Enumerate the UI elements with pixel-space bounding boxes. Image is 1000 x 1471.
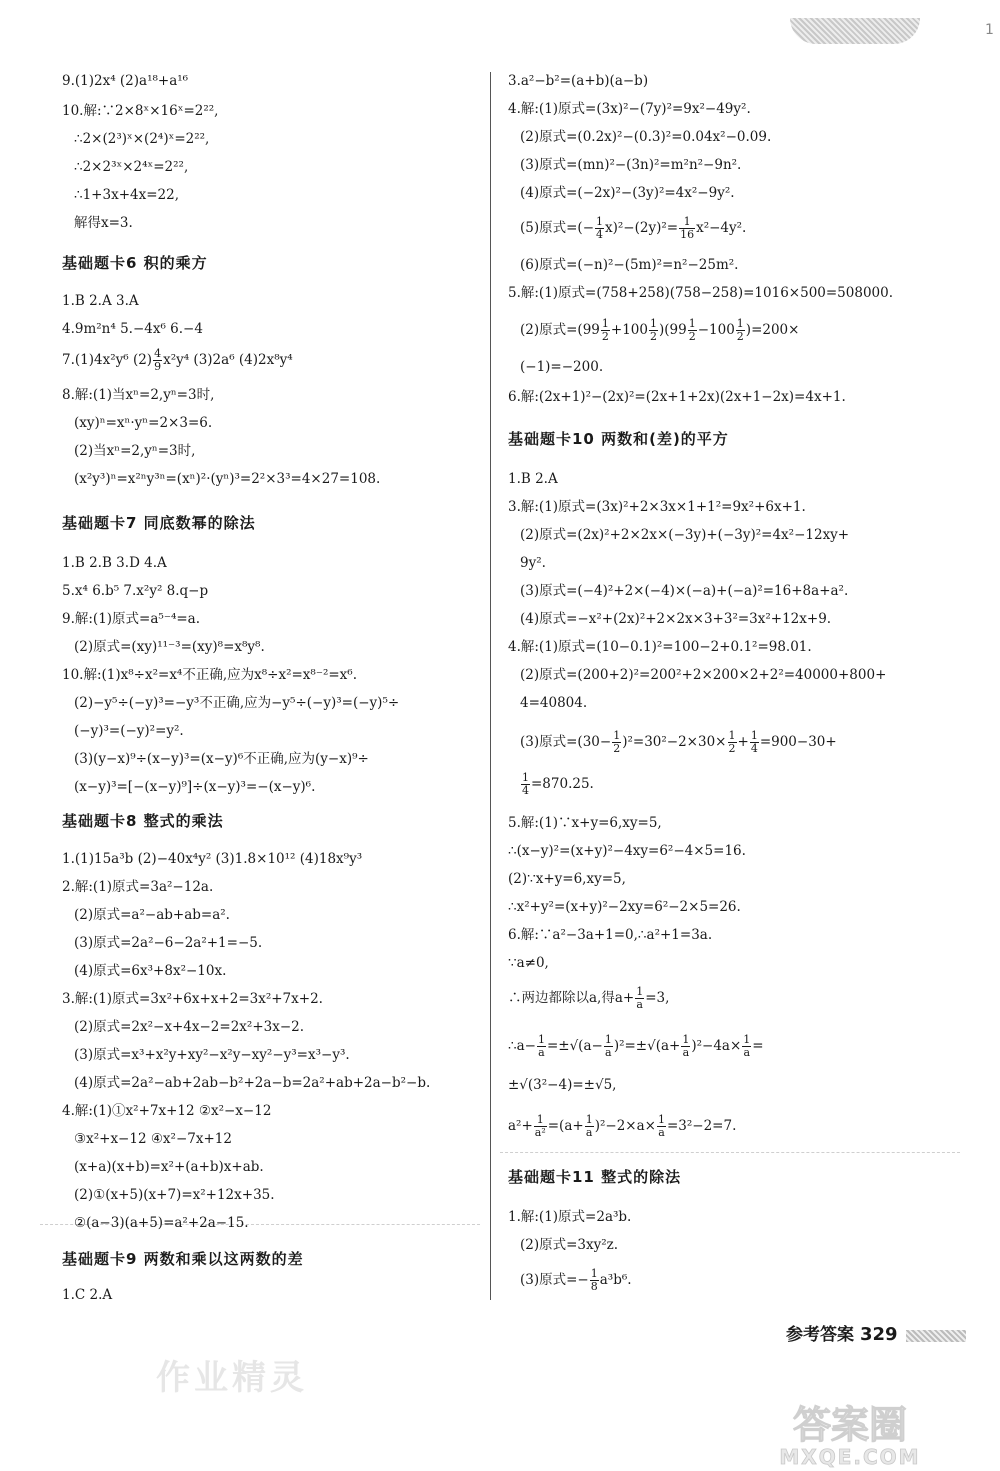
answer-line: (2)∵x+y=6,xy=5, [508, 871, 626, 887]
fraction [537, 1034, 546, 1059]
numerator: 1 [537, 1033, 545, 1046]
answer-line: (3)(y−x)⁹÷(x−y)³=(x−y)⁶不正确,应为(y−x)⁹÷ [74, 751, 369, 767]
fraction [595, 216, 604, 241]
answer-line: 1.(1)15a³b (2)−40x⁴y² (3)1.8×10¹² (4)18x⁹y³ [62, 851, 363, 867]
text-run: =±√(a− [546, 1038, 603, 1054]
answer-line: 3.a²−b²=(a+b)(a−b) [508, 73, 649, 89]
answer-line: 3.解:(1)原式=(3x)²+2×3x×1+1²=9x²+6x+1. [508, 499, 806, 515]
text-run: + [737, 734, 749, 750]
numerator: 1 [750, 729, 758, 742]
watermark-url: MXQE.COM [779, 1445, 921, 1468]
text-run: −100 [697, 322, 735, 338]
fraction [604, 1034, 613, 1059]
fraction [736, 318, 745, 343]
numerator: 1 [728, 729, 736, 742]
answer-line: 4.9m²n⁴ 5.−4x⁶ 6.−4 [62, 321, 203, 337]
text-run: a³b⁶. [599, 1272, 632, 1288]
fraction [649, 318, 658, 343]
text-run: =3²−2=7. [666, 1118, 737, 1134]
fraction [521, 772, 530, 797]
text-run: 7.(1)4x²y⁶ (2) [62, 352, 153, 368]
answer-line [508, 986, 669, 1011]
fraction [728, 730, 737, 755]
answer-line: 1.B 2.A 3.A [62, 293, 139, 309]
denominator: 2 [736, 330, 744, 343]
numerator: 1 [743, 1033, 751, 1046]
fraction [681, 1034, 690, 1059]
answer-line: 5.解:(1)原式=(758+258)(758−258)=1016×500=508000. [508, 285, 894, 301]
answer-line: ∴2×2³ˣ×2⁴ˣ=2²², [74, 159, 189, 175]
answer-line: ③x²+x−12 ④x²−7x+12 [74, 1131, 232, 1147]
section-heading: 基础题卡10 两数和(差)的平方 [508, 430, 729, 448]
column-divider [490, 72, 491, 1300]
answer-line: (2)原式=3xy²z. [520, 1237, 619, 1253]
section-heading: 基础题卡7 同底数幂的除法 [62, 514, 256, 532]
numerator: 4 [154, 347, 162, 360]
text-run: ∴两边都除以a,得a+ [508, 990, 635, 1006]
answer-line [508, 1114, 736, 1139]
answer-line: (6)原式=(−n)²−(5m)²=n²−25m². [520, 257, 739, 273]
text-run: )(99 [658, 322, 687, 338]
text-run: =(a+ [547, 1118, 584, 1134]
denominator: 9 [154, 360, 162, 373]
faint-stamp: 作业精灵 [156, 1358, 308, 1398]
numerator: 1 [688, 317, 696, 330]
text-run: =3, [645, 990, 670, 1006]
numerator: 1 [682, 1033, 690, 1046]
footer-decoration [906, 1330, 966, 1342]
denominator: a [538, 1046, 545, 1059]
answer-line: (2)原式=(0.2x)²−(0.3)²=0.04x²−0.09. [520, 129, 772, 145]
page-number: 329 [860, 1324, 898, 1345]
answer-line: 1.C 2.A [62, 1287, 113, 1303]
text-run: )²=30²−2×30× [622, 734, 727, 750]
answer-line [508, 730, 837, 755]
text-run: ∴a− [508, 1038, 536, 1054]
answer-line: 8.解:(1)当xⁿ=2,yⁿ=3时, [62, 387, 215, 403]
dashed-guide [500, 1152, 960, 1153]
answer-line: 1.B 2.B 3.D 4.A [62, 555, 167, 571]
fraction [657, 1114, 666, 1139]
numerator: 1 [585, 1113, 593, 1126]
text-run: =870.25. [531, 776, 594, 792]
answer-line: 2.解:(1)原式=3a²−12a. [62, 879, 214, 895]
denominator: a [605, 1046, 612, 1059]
answer-line [508, 216, 746, 241]
fraction [688, 318, 697, 343]
fraction [742, 1034, 751, 1059]
top-page-decoration [790, 18, 920, 44]
text-run: x)²−(2y)²= [605, 220, 679, 236]
text-run: x²−4y². [696, 220, 747, 236]
text-run: = [752, 1038, 764, 1054]
denominator: a [743, 1046, 751, 1059]
denominator: a² [534, 1126, 546, 1139]
answer-line: (x²y³)ⁿ=x²ⁿy³ⁿ=(xⁿ)²·(yⁿ)³=2²×3³=4×27=108. [74, 471, 381, 487]
denominator: 2 [649, 330, 657, 343]
numerator: 1 [736, 317, 744, 330]
answer-line: (2)原式=2x²−x+4x−2=2x²+3x−2. [74, 1019, 305, 1035]
watermark-text: 答案圈 [792, 1403, 908, 1447]
answer-line: (x−y)³=[−(x−y)⁹]÷(x−y)³=−(x−y)⁶. [74, 779, 316, 795]
answer-line [508, 318, 799, 343]
answer-line: (3)原式=(−4)²+2×(−4)×(−a)+(−a)²=16+8a+a². [520, 583, 849, 599]
numerator: 1 [657, 1113, 665, 1126]
answer-line: (2)当xⁿ=2,yⁿ=3时, [74, 443, 196, 459]
answer-line: (2)原式=(2x)²+2×2x×(−3y)+(−3y)²=4x²−12xy+ [520, 527, 850, 543]
answer-line: (3)原式=x³+x²y+xy²−x²y−xy²−y³=x³−y³. [74, 1047, 350, 1063]
denominator: 8 [590, 1280, 598, 1293]
answer-line [62, 348, 293, 373]
footer-label: 参考答案 [786, 1325, 854, 1345]
answer-line: (4)原式=2a²−ab+2ab−b²+2a−b=2a²+ab+2a−b²−b. [74, 1075, 431, 1091]
denominator: a [658, 1126, 665, 1139]
answer-line: (4)原式=(−2x)²−(3y)²=4x²−9y². [520, 185, 735, 201]
answer-line: ∴x²+y²=(x+y)²−2xy=6²−2×5=26. [508, 899, 741, 915]
text-run: )²=±√(a+ [613, 1038, 681, 1054]
answer-line [508, 1268, 632, 1293]
answer-line: (4)原式=6x³+8x²−10x. [74, 963, 227, 979]
denominator: 2 [613, 742, 621, 755]
answer-line: 9.解:(1)原式=a⁵⁻⁴=a. [62, 611, 201, 627]
numerator: 1 [636, 985, 644, 998]
denominator: a [636, 998, 643, 1011]
fraction [612, 730, 621, 755]
numerator: 1 [534, 1114, 547, 1127]
answer-line: 4.解:(1)原式=(3x)²−(7y)²=9x²−49y². [508, 101, 751, 117]
numerator: 1 [596, 215, 604, 228]
denominator: 2 [688, 330, 696, 343]
denominator: 16 [680, 228, 695, 241]
section-heading: 基础题卡11 整式的除法 [508, 1168, 682, 1186]
answer-line: (2)①(x+5)(x+7)=x²+12x+35. [74, 1187, 275, 1203]
answer-line: ±√(3²−4)=±√5, [508, 1077, 617, 1093]
denominator: 4 [750, 742, 758, 755]
answer-line: 10.解:(1)x⁸÷x²=x⁴不正确,应为x⁸÷x²=x⁸⁻²=x⁶. [62, 667, 357, 683]
fraction [585, 1114, 594, 1139]
text-run: x²y⁴ (3)2a⁶ (4)2x⁸y⁴ [163, 352, 293, 368]
answer-line: ∵a≠0, [508, 955, 549, 971]
denominator: 4 [522, 784, 529, 797]
text-run: (3)原式=− [520, 1272, 589, 1288]
text-run: )²−4a× [691, 1038, 742, 1054]
fraction [601, 318, 610, 343]
answer-line: (2)原式=(200+2)²=200²+2×200×2+2²=40000+800+ [520, 667, 887, 683]
fraction [590, 1268, 599, 1293]
denominator: a [682, 1046, 690, 1059]
text-run: )²−2×a× [594, 1118, 656, 1134]
section-heading: 基础题卡9 两数和乘以这两数的差 [62, 1250, 304, 1268]
answer-line: (2)原式=(xy)¹¹⁻³=(xy)⁸=x⁸y⁸. [74, 639, 265, 655]
text-run: )=200× [745, 322, 800, 338]
fraction [153, 348, 162, 373]
text-run: (3)原式=(30− [520, 734, 612, 750]
answer-line: 解得x=3. [74, 215, 133, 231]
numerator: 1 [613, 729, 621, 742]
fraction [534, 1114, 547, 1139]
numerator: 1 [679, 216, 695, 229]
text-run: (2)原式=(99 [520, 322, 600, 338]
page-footer [786, 1320, 966, 1345]
section-heading: 基础题卡8 整式的乘法 [62, 812, 224, 830]
answer-line: 1.解:(1)原式=2a³b. [508, 1209, 632, 1225]
section-heading: 基础题卡6 积的乘方 [62, 254, 208, 272]
fraction [679, 216, 695, 241]
answer-line: (2)−y⁵÷(−y)³=−y³不正确,应为−y⁵÷(−y)³=(−y)⁵÷ [74, 695, 400, 711]
numerator: 1 [590, 1267, 598, 1280]
answer-line: (x+a)(x+b)=x²+(a+b)x+ab. [74, 1159, 264, 1175]
answer-line: 4.解:(1)原式=(10−0.1)²=100−2+0.1²=98.01. [508, 639, 812, 655]
answer-line: ∴2×(2³)ˣ×(2⁴)ˣ=2²², [74, 131, 210, 147]
text-run: a²+ [508, 1118, 533, 1134]
watermark-logo [715, 1398, 985, 1468]
answer-line: 4=40804. [520, 695, 588, 711]
page-corner-mark: 1 [985, 22, 994, 38]
answer-line: 5.x⁴ 6.b⁵ 7.x²y² 8.q−p [62, 583, 209, 599]
text-run: =900−30+ [759, 734, 837, 750]
answer-line: (3)原式=2a²−6−2a²+1=−5. [74, 935, 263, 951]
answer-line: 6.解:(2x+1)²−(2x)²=(2x+1+2x)(2x+1−2x)=4x+1. [508, 389, 846, 405]
numerator: 1 [649, 317, 657, 330]
answer-line [508, 772, 594, 797]
answer-line: 10.解:∵2×8ˣ×16ˣ=2²², [62, 103, 219, 119]
answer-line: 5.解:(1)∵x+y=6,xy=5, [508, 815, 662, 831]
denominator: a [585, 1126, 593, 1139]
answer-line: (4)原式=−x²+(2x)²+2×2x×3+3²=3x²+12x+9. [520, 611, 832, 627]
answer-line: ∴(x−y)²=(x+y)²−4xy=6²−4×5=16. [508, 843, 746, 859]
answer-line: (xy)ⁿ=xⁿ·yⁿ=2×3=6. [74, 415, 213, 431]
answer-line: (2)原式=a²−ab+ab=a². [74, 907, 230, 923]
denominator: 4 [596, 228, 604, 241]
answer-line: 4.解:(1)①x²+7x+12 ②x²−x−12 [62, 1103, 272, 1119]
numerator: 1 [604, 1033, 612, 1046]
answer-line: 9y². [520, 555, 546, 571]
answer-line: (−1)=−200. [520, 359, 604, 375]
answer-line: (3)原式=(mn)²−(3n)²=m²n²−9n². [520, 157, 742, 173]
text-run: (5)原式=(− [520, 220, 595, 236]
numerator: 1 [601, 317, 609, 330]
numerator: 1 [522, 771, 529, 784]
answer-line: ②(a−3)(a+5)=a²+2a−15. [74, 1215, 249, 1231]
answer-line: 3.解:(1)原式=3x²+6x+x+2=3x²+7x+2. [62, 991, 323, 1007]
answer-line: 6.解:∵a²−3a+1=0,∴a²+1=3a. [508, 927, 713, 943]
answer-line: 1.B 2.A [508, 471, 558, 487]
fraction [750, 730, 759, 755]
fraction [635, 986, 644, 1011]
denominator: 2 [728, 742, 736, 755]
answer-line: 9.(1)2x⁴ (2)a¹⁸+a¹⁶ [62, 73, 189, 89]
text-run: +100 [610, 322, 648, 338]
answer-line: ∴1+3x+4x=22, [74, 187, 179, 203]
denominator: 2 [601, 330, 609, 343]
answer-line: (−y)³=(−y)²=y². [74, 723, 184, 739]
answer-line [508, 1034, 764, 1059]
